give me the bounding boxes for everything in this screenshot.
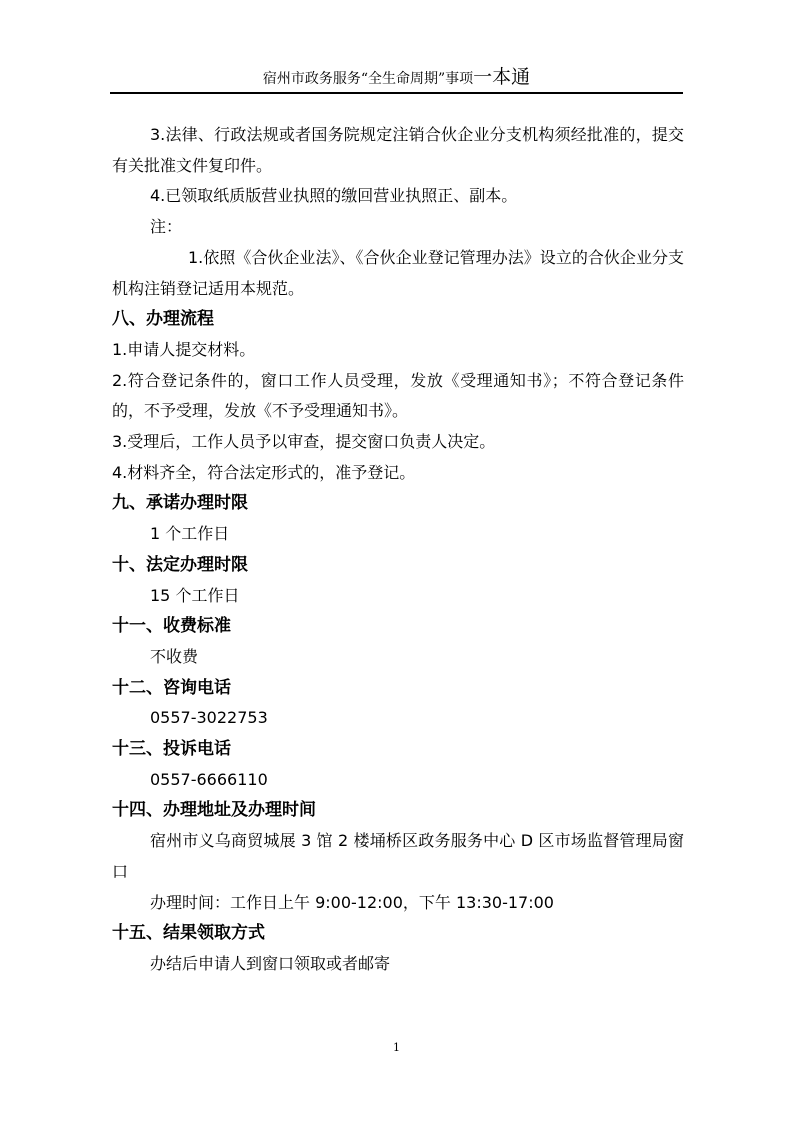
material-item-4: 4.已领取纸质版营业执照的缴回营业执照正、副本。 [150,186,518,206]
note-item-1: 1.依照《合伙企业法》、《合伙企业登记管理办法》设立的合伙企业分支机构注销登记适用本规范。 [112,247,684,298]
section-heading-legal-time: 十、法定办理时限 [112,554,248,575]
process-step-3: 3.受理后，工作人员予以审查，提交窗口负责人决定。 [112,432,496,452]
process-step-4: 4.材料齐全，符合法定形式的，准予登记。 [112,462,416,482]
process-step-1: 1.申请人提交材料。 [112,339,256,359]
legal-time-value: 15 个工作日 [150,585,240,605]
section-heading-result: 十五、结果领取方式 [112,923,265,944]
section-heading-promised-time: 九、承诺办理时限 [112,493,248,514]
page-header [110,62,683,94]
section-heading-complaint-phone: 十三、投诉电话 [112,739,231,760]
header-title-main: 宿州市政务服务“全生命周期”事项 [262,71,474,87]
document-body [112,120,684,980]
result-value: 办结后申请人到窗口领取或者邮寄 [150,953,391,973]
section-heading-address: 十四、办理地址及办理时间 [112,800,316,821]
section-heading-consult-phone: 十二、咨询电话 [112,677,231,698]
material-item-3: 3.法律、行政法规或者国务院规定注销合伙企业分支机构须经批准的，提交有关批准文件复印件。 [112,125,684,175]
page-number: 1 [393,1041,400,1054]
consult-phone-value: 0557-3022753 [150,708,268,728]
office-hours: 办理时间：工作日上午 9:00-12:00，下午 13:30-17:00 [150,892,554,912]
section-heading-fee: 十一、收费标准 [112,616,231,637]
address-location: 宿州市义乌商贸城展 3 馆 2 楼埇桥区政务服务中心 D 区市场监督管理局窗口 [112,831,684,881]
process-step-2: 2.符合登记条件的，窗口工作人员受理，发放《受理通知书》；不符合登记条件的，不予受理，发放《不予受理通知书》。 [112,370,684,421]
section-heading-process: 八、办理流程 [112,309,214,330]
note-label: 注： [150,217,183,237]
header-title-tail: 一本通 [473,66,531,88]
complaint-phone-value: 0557-6666110 [150,769,268,789]
fee-value: 不收费 [150,646,199,666]
promised-time-value: 1 个工作日 [150,524,230,544]
